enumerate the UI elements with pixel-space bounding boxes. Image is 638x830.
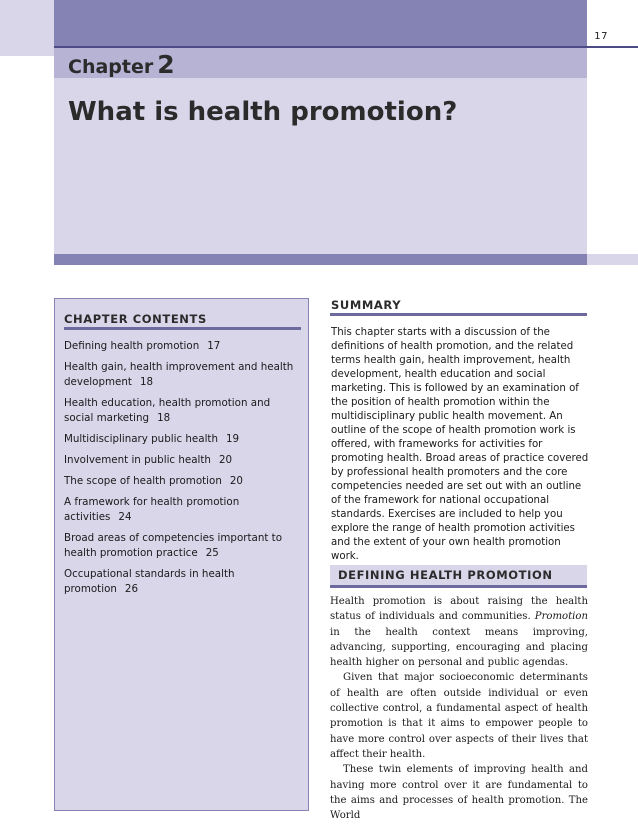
chapter-label (68, 50, 175, 79)
chapter-word: Chapter (68, 56, 154, 78)
contents-item-page: 18 (157, 412, 171, 424)
contents-item-page: 26 (124, 583, 139, 595)
emphasis-promotion: Promotion (534, 611, 588, 623)
contents-heading: CHAPTER CONTENTS (64, 312, 207, 326)
contents-item[interactable]: Health education, health promotion and social marketing 18 (64, 397, 271, 424)
contents-item[interactable]: Defining health promotion 17 (64, 340, 221, 352)
contents-list (64, 339, 302, 603)
contents-item[interactable]: Broad areas of competencies important to health promotion practice 25 (64, 532, 283, 559)
contents-item[interactable]: Multidisciplinary public health 19 (64, 433, 240, 445)
contents-item-page: 20 (229, 475, 243, 487)
title-bottom-band-right (587, 254, 638, 265)
summary-rule (330, 313, 587, 316)
summary-heading: SUMMARY (331, 298, 402, 312)
contents-item[interactable]: Health gain, health improvement and health development 18 (64, 361, 294, 388)
contents-item[interactable]: A framework for health promotion activities 24 (64, 496, 240, 523)
contents-item[interactable]: The scope of health promotion 20 (64, 475, 243, 487)
chapter-number: 2 (157, 50, 175, 79)
header-band-left (0, 0, 54, 56)
contents-item-page: 25 (205, 547, 219, 559)
contents-item-page: 24 (118, 511, 132, 523)
body-paragraph-3: These twin elements of improving health and having more control over it are fundamental to the aims and processes of health promotion. The World (330, 764, 588, 822)
title-bottom-band (54, 254, 587, 265)
body-paragraph-1: Health promotion is about raising the health status of individuals and communities. Promotion in the health context means improving, advancing, supporting, encouraging and placing health higher on personal and public agendas. (330, 596, 588, 669)
defining-heading: DEFINING HEALTH PROMOTION (338, 568, 553, 582)
contents-item-page: 20 (218, 454, 233, 466)
page-number: 17 (594, 31, 608, 42)
body-paragraph-2: Given that major socioeconomic determinants of health are often outside individual or even collective control, a fundamental aspect of health promotion is that it aims to empower people to have more control over aspects of their lives that affect their health. (330, 672, 588, 760)
contents-item[interactable]: Occupational standards in health promotion 26 (64, 568, 235, 595)
chapter-contents-box (54, 298, 309, 811)
body-text (330, 594, 588, 823)
contents-item[interactable]: Involvement in public health 20 (64, 454, 233, 466)
contents-item-page: 17 (207, 340, 221, 352)
contents-item-page: 19 (226, 433, 240, 445)
defining-heading-bar (330, 565, 587, 588)
chapter-title: What is health promotion? (68, 97, 458, 127)
contents-item-page: 18 (139, 376, 154, 388)
header-band (54, 0, 587, 46)
summary-text: This chapter starts with a discussion of the definitions of health promotion, and the related terms health gain, health improvement, health development, health education and social marketing. This is followed by an examination of the position of health promotion within the multidisciplinary public health movement. An outline of the scope of health promotion work is offered, with frameworks for activities for promoting health. Broad areas of practice covered by professional health promoters and the core competencies needed are set out with an outline of the framework for national occupational standards. Exercises are included to help you explore the range of health promotion activities and the extent of your own health promotion work. (331, 327, 589, 562)
contents-rule (64, 327, 301, 330)
